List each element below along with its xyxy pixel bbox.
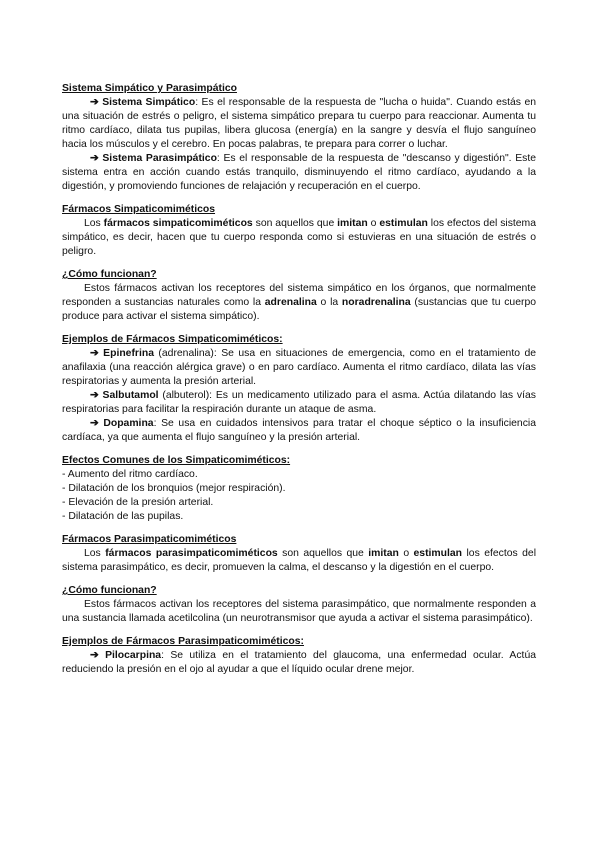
arrow-right-icon: ➔ [90, 348, 99, 359]
list-item [62, 347, 536, 389]
item-text: (adrenalina): Se usa en situaciones de emergencia, como en el tratamiento de anafilaxia (una reacción alérgica grave) o en paro cardíaco. Aumenta el ritmo cardíaco, dilata las vías respiratorias y aumenta la presión arterial. [62, 348, 536, 387]
section-efectos-comunes [62, 454, 536, 524]
term: Epinefrina [103, 348, 154, 359]
section-farmacos-simpaticomimeticos [62, 203, 536, 259]
bold-text: estimulan [379, 218, 428, 229]
paragraph [62, 547, 536, 575]
paragraph: Estos fármacos activan los receptores del sistema parasimpático, que normalmente responden a una sustancia llamada acetilcolina (un neurotransmisor que ayuda a activar el sistema parasimpático). [62, 599, 536, 624]
list-item [62, 417, 536, 445]
document-page [62, 82, 536, 686]
list-item: - Dilatación de los bronquios (mejor respiración). [62, 483, 286, 494]
section-heading: ¿Cómo funcionan? [62, 269, 157, 280]
bold-text: fármacos simpaticomiméticos [103, 218, 253, 229]
section-heading: ¿Cómo funcionan? [62, 585, 157, 596]
section-heading: Fármacos Parasimpaticomiméticos [62, 534, 237, 545]
paragraph-simpatico [62, 96, 536, 152]
section-heading: Fármacos Simpaticomiméticos [62, 204, 216, 215]
arrow-right-icon: ➔ [90, 390, 99, 401]
text: Los [84, 218, 104, 229]
arrow-right-icon: ➔ [90, 153, 99, 164]
paragraph [62, 282, 536, 324]
section-ejemplos-simpaticomimeticos [62, 333, 536, 445]
section-heading: Ejemplos de Fármacos Parasimpaticomiméticos: [62, 636, 304, 647]
list-item [62, 649, 536, 677]
arrow-right-icon: ➔ [90, 650, 99, 661]
text: (sustancias que tu cuerpo produce para activar el sistema simpático). [62, 297, 537, 322]
section-ejemplos-parasimpaticomimeticos [62, 635, 536, 677]
bold-text: imitan [337, 218, 368, 229]
bold-text: imitan [368, 548, 399, 559]
text: Estos fármacos activan los receptores del sistema simpático en los órganos, que normalmente responden a sustancias naturales como la [62, 283, 536, 308]
text: Los [84, 548, 106, 559]
list-item: - Elevación de la presión arterial. [62, 497, 214, 508]
term: Sistema Parasimpático [102, 153, 217, 164]
text: o [367, 218, 380, 229]
item-text: : Se usa en cuidados intensivos para tratar el choque séptico o la insuficiencia cardíaca, ya que aumenta el flujo sanguíneo y la presión arterial. [62, 418, 536, 443]
list-item: - Aumento del ritmo cardíaco. [62, 469, 198, 480]
arrow-right-icon: ➔ [90, 418, 99, 429]
list-item: - Dilatación de las pupilas. [62, 511, 184, 522]
paragraph-text: : Es el responsable de la respuesta de "descanso y digestión". Este sistema entra en acción cuando estás tranquilo, disminuyendo el ritmo cardíaco, ayudando a la digestión, y promoviendo funciones de relajación y recuperación en el cuerpo. [62, 153, 536, 192]
section-heading: Sistema Simpático y Parasimpático [62, 83, 237, 94]
term: Sistema Simpático [102, 97, 196, 108]
text: o [398, 548, 414, 559]
term: Dopamina [103, 418, 154, 429]
bold-text: adrenalina [264, 297, 317, 308]
bold-text: fármacos parasimpaticomiméticos [105, 548, 278, 559]
term: Salbutamol [102, 390, 159, 401]
section-como-funcionan-simpatico [62, 268, 536, 324]
text: son aquellos que [252, 218, 338, 229]
section-farmacos-parasimpaticomimeticos [62, 533, 536, 575]
section-como-funcionan-parasimpatico [62, 584, 536, 626]
item-text: (albuterol): Es un medicamento utilizado para el asma. Actúa dilatando las vías respiratorias para facilitar la respiración durante un ataque de asma. [62, 390, 536, 415]
arrow-right-icon: ➔ [90, 97, 99, 108]
paragraph [62, 217, 536, 259]
section-sistemas [62, 82, 536, 194]
item-text: : Se utiliza en el tratamiento del glaucoma, una enfermedad ocular. Actúa reduciendo la presión en el ojo al ayudar a que el líquido ocular drene mejor. [62, 650, 536, 675]
section-heading: Ejemplos de Fármacos Simpaticomiméticos: [62, 334, 283, 345]
bold-text: estimulan [413, 548, 463, 559]
text: o la [316, 297, 342, 308]
text: los efectos del sistema parasimpático, es decir, promueven la calma, el descanso y la digestión en el cuerpo. [62, 548, 537, 573]
term: Pilocarpina [105, 650, 162, 661]
bold-text: noradrenalina [341, 297, 411, 308]
paragraph-text: : Es el responsable de la respuesta de "lucha o huida". Cuando estás en una situación de estrés o peligro, el sistema simpático prepara tu cuerpo para reaccionar. Aumenta tu ritmo cardíaco, dilata tus pupilas, libera glucosa (energía) en la sangre y desvía el flujo sanguíneo hacia los músculos y el cerebro. En pocas palabras, te prepara para correr o luchar. [62, 97, 536, 150]
list-item [62, 389, 536, 417]
text: son aquellos que [277, 548, 369, 559]
paragraph-parasimpatico [62, 152, 536, 194]
text: los efectos del sistema simpático, es decir, hacen que tu cuerpo responda como si estuvieras en una situación de estrés o peligro. [62, 218, 536, 257]
section-heading: Efectos Comunes de los Simpaticomiméticos: [62, 455, 291, 466]
